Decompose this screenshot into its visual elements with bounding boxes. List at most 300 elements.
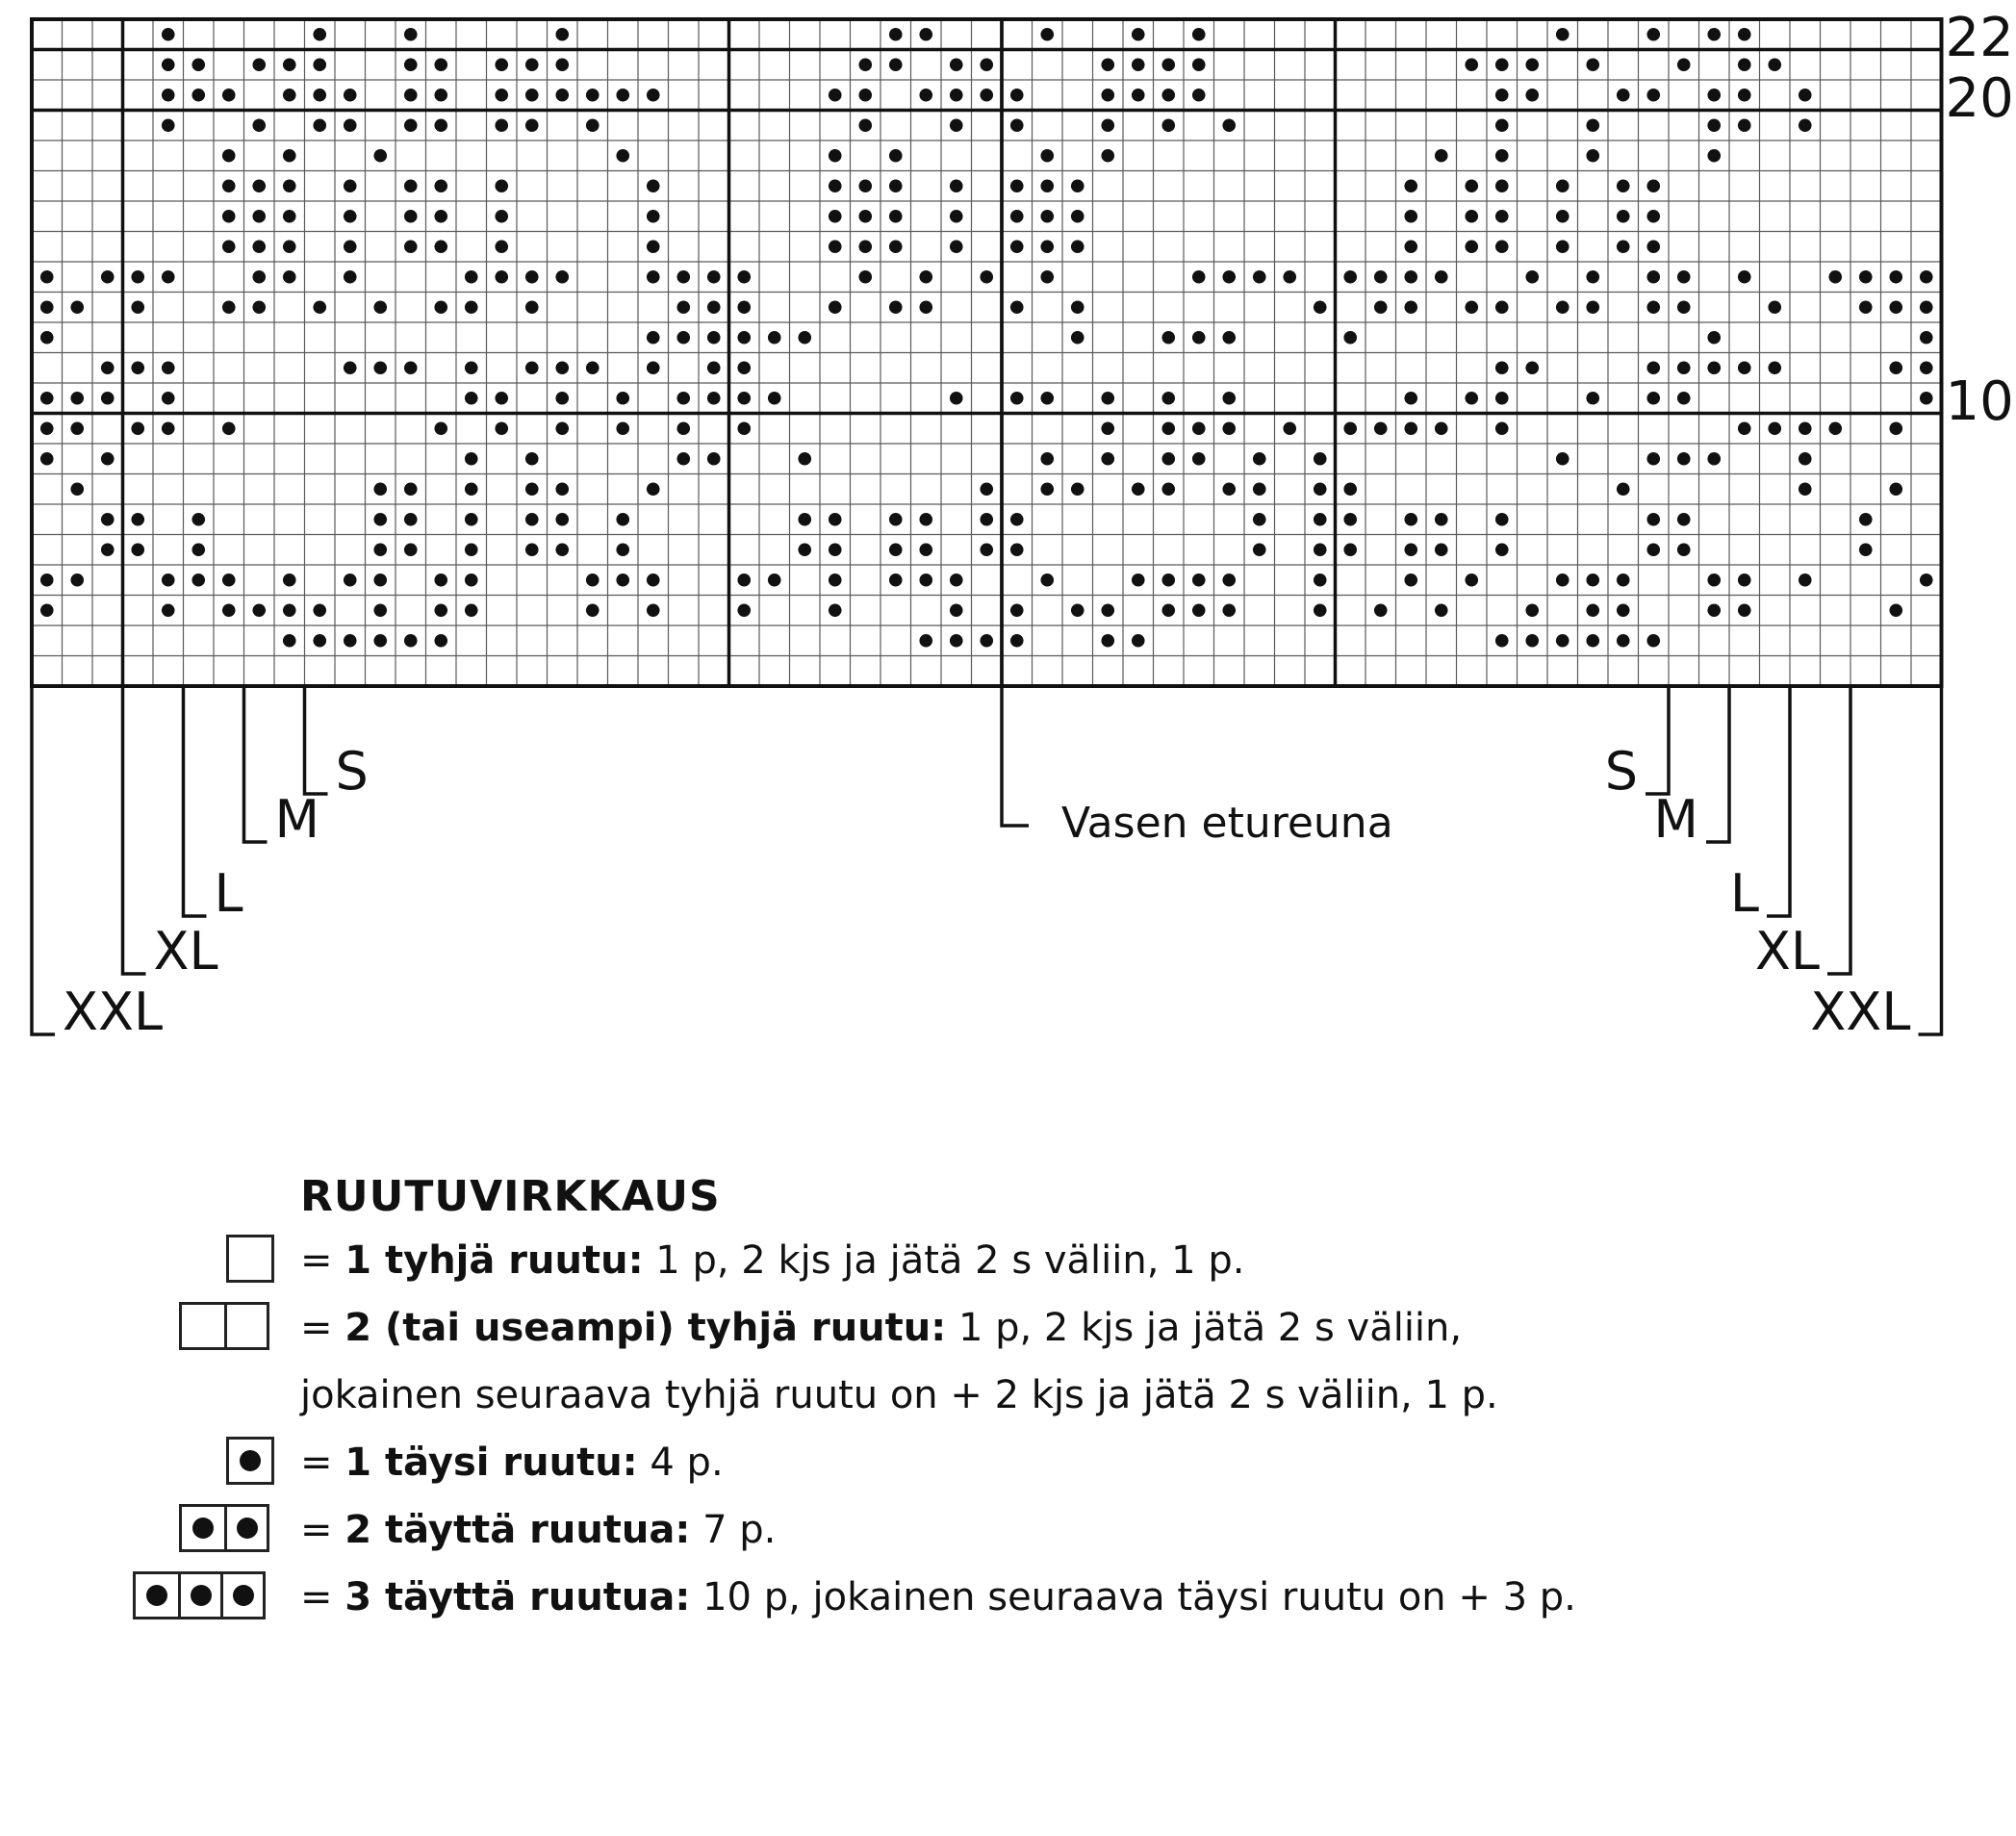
filled-cell-dot — [1889, 603, 1902, 617]
filled-cell-dot — [555, 89, 569, 102]
filled-cell-dot — [525, 452, 539, 466]
filled-cell-dot — [1071, 179, 1085, 192]
filled-cell-dot — [647, 574, 660, 587]
filled-cell-dot — [616, 543, 629, 556]
filled-cell-dot — [1586, 634, 1599, 648]
filled-cell-dot — [1040, 240, 1054, 253]
filled-cell-dot — [1404, 574, 1417, 587]
filled-cell-dot — [647, 331, 660, 344]
legend-filled-cell — [229, 1440, 271, 1482]
filled-cell-dot — [1101, 603, 1114, 617]
legend-bold: 2 täyttä ruutua: — [345, 1508, 691, 1552]
size-label-right: XL — [1754, 921, 1820, 982]
size-label-left: XXL — [63, 982, 164, 1042]
filled-cell-dot — [495, 240, 508, 253]
filled-cell-dot — [313, 118, 326, 132]
filled-cell-dot — [919, 89, 932, 102]
dot-icon — [233, 1585, 254, 1606]
filled-cell-dot — [858, 118, 872, 132]
filled-cell-dot — [101, 513, 115, 526]
filled-cell-dot — [858, 210, 872, 223]
filled-cell-dot — [919, 574, 932, 587]
filled-cell-dot — [1161, 392, 1175, 405]
filled-cell-dot — [313, 58, 326, 71]
legend-text: jokainen seuraava tyhjä ruutu on + 2 kjs ja jätä 2 s väliin, 1 p. — [300, 1373, 1498, 1417]
filled-cell-dot — [131, 421, 144, 435]
filled-cell-dot — [798, 513, 811, 526]
filled-cell-dot — [1101, 149, 1114, 163]
filled-cell-dot — [40, 603, 54, 617]
filled-cell-dot — [1738, 361, 1751, 374]
filled-cell-dot — [676, 331, 690, 344]
filled-cell-dot — [1222, 574, 1236, 587]
filled-cell-dot — [373, 482, 387, 496]
filled-cell-dot — [737, 331, 751, 344]
filled-cell-dot — [1404, 179, 1417, 192]
filled-cell-dot — [465, 452, 478, 466]
filled-cell-dot — [1768, 421, 1781, 435]
filled-cell-dot — [1646, 179, 1660, 192]
filled-cell-dot — [404, 634, 418, 648]
legend-filled-cell — [178, 1574, 220, 1617]
legend-empty-cell — [229, 1237, 271, 1280]
filled-cell-dot — [344, 270, 357, 284]
filled-cell-dot — [919, 28, 932, 41]
filled-cell-dot — [1707, 28, 1721, 41]
filled-cell-dot — [1799, 574, 1812, 587]
filled-cell-dot — [434, 118, 447, 132]
filled-cell-dot — [222, 240, 236, 253]
filled-cell-dot — [1314, 513, 1327, 526]
filled-cell-dot — [1617, 482, 1630, 496]
filled-cell-dot — [1010, 543, 1024, 556]
size-label-right: S — [1604, 741, 1638, 802]
filled-cell-dot — [1556, 300, 1569, 314]
filled-cell-dot — [889, 210, 903, 223]
filled-cell-dot — [1646, 28, 1660, 41]
filled-cell-dot — [252, 603, 266, 617]
filled-cell-dot — [980, 513, 993, 526]
filled-cell-dot — [1677, 452, 1691, 466]
filled-cell-dot — [1283, 421, 1296, 435]
filled-cell-dot — [1646, 270, 1660, 284]
filled-cell-dot — [465, 543, 478, 556]
filled-cell-dot — [1707, 574, 1721, 587]
filled-cell-dot — [252, 58, 266, 71]
filled-cell-dot — [1495, 543, 1509, 556]
filled-cell-dot — [555, 482, 569, 496]
filled-cell-dot — [1495, 179, 1509, 192]
filled-cell-dot — [1646, 543, 1660, 556]
filled-cell-dot — [1768, 300, 1781, 314]
filled-cell-dot — [1738, 421, 1751, 435]
filled-cell-dot — [1132, 58, 1145, 71]
filled-cell-dot — [1677, 300, 1691, 314]
filled-cell-dot — [1314, 574, 1327, 587]
filled-cell-dot — [1132, 634, 1145, 648]
filled-cell-dot — [616, 421, 629, 435]
legend-row-filled-1 — [300, 1440, 724, 1486]
filled-cell-dot — [1859, 513, 1873, 526]
legend-bold: 1 täysi ruutu: — [345, 1441, 638, 1485]
filled-cell-dot — [1738, 58, 1751, 71]
filled-cell-dot — [768, 392, 781, 405]
filled-cell-dot — [222, 149, 236, 163]
legend-text: 1 p, 2 kjs ja jätä 2 s väliin, — [946, 1306, 1463, 1350]
filled-cell-dot — [1101, 118, 1114, 132]
filled-cell-dot — [495, 179, 508, 192]
filled-cell-dot — [1677, 361, 1691, 374]
filled-cell-dot — [344, 634, 357, 648]
filled-cell-dot — [1101, 452, 1114, 466]
filled-cell-dot — [647, 240, 660, 253]
filled-cell-dot — [1192, 58, 1206, 71]
legend-text: 4 p. — [637, 1441, 724, 1485]
filled-cell-dot — [434, 421, 447, 435]
filled-cell-dot — [707, 270, 721, 284]
filled-cell-dot — [1071, 482, 1085, 496]
filled-cell-dot — [829, 513, 842, 526]
filled-cell-dot — [555, 543, 569, 556]
filled-cell-dot — [1222, 331, 1236, 344]
filled-cell-dot — [1192, 452, 1206, 466]
filled-cell-dot — [829, 603, 842, 617]
size-label-right: L — [1729, 863, 1759, 924]
filled-cell-dot — [1343, 421, 1357, 435]
filled-cell-dot — [1192, 603, 1206, 617]
filled-cell-dot — [70, 392, 84, 405]
filled-cell-dot — [1040, 149, 1054, 163]
filled-cell-dot — [950, 634, 963, 648]
filled-cell-dot — [495, 89, 508, 102]
filled-cell-dot — [344, 89, 357, 102]
filled-cell-dot — [1101, 89, 1114, 102]
filled-cell-dot — [1374, 270, 1388, 284]
filled-cell-dot — [525, 543, 539, 556]
filled-cell-dot — [1404, 543, 1417, 556]
filled-cell-dot — [1040, 392, 1054, 405]
size-label-right: M — [1653, 789, 1698, 850]
filled-cell-dot — [555, 58, 569, 71]
filled-cell-dot — [1192, 574, 1206, 587]
filled-cell-dot — [1646, 240, 1660, 253]
legend-symbol-filled-2 — [179, 1504, 269, 1552]
legend-row-empty-2-continuation — [300, 1372, 1498, 1418]
filled-cell-dot — [950, 118, 963, 132]
filled-cell-dot — [768, 574, 781, 587]
filled-cell-dot — [252, 118, 266, 132]
filled-cell-dot — [1101, 58, 1114, 71]
filled-cell-dot — [1525, 634, 1539, 648]
filled-cell-dot — [889, 513, 903, 526]
filled-cell-dot — [495, 58, 508, 71]
filled-cell-dot — [737, 392, 751, 405]
filled-cell-dot — [1161, 58, 1175, 71]
filled-cell-dot — [131, 543, 144, 556]
legend-eq: = — [300, 1238, 345, 1283]
filled-cell-dot — [313, 300, 326, 314]
legend-bold: 2 (tai useampi) tyhjä ruutu: — [345, 1306, 947, 1350]
filled-cell-dot — [1404, 300, 1417, 314]
filled-cell-dot — [889, 149, 903, 163]
size-bracket-line — [32, 686, 55, 1034]
filled-cell-dot — [1071, 240, 1085, 253]
filled-cell-dot — [1556, 179, 1569, 192]
filled-cell-dot — [647, 89, 660, 102]
filled-cell-dot — [465, 300, 478, 314]
filled-cell-dot — [1495, 118, 1509, 132]
legend-symbol-empty-2 — [179, 1302, 269, 1350]
filled-cell-dot — [1192, 421, 1206, 435]
filled-cell-dot — [1283, 270, 1296, 284]
legend-empty-cell — [224, 1305, 267, 1347]
filled-cell-dot — [1132, 28, 1145, 41]
dot-icon — [191, 1585, 212, 1606]
filled-cell-dot — [737, 361, 751, 374]
filled-cell-dot — [980, 634, 993, 648]
size-bracket-line — [1706, 686, 1729, 842]
filled-cell-dot — [40, 392, 54, 405]
filled-cell-dot — [1071, 603, 1085, 617]
filled-cell-dot — [555, 392, 569, 405]
filled-cell-dot — [1646, 300, 1660, 314]
size-label-right: XXL — [1810, 982, 1911, 1042]
legend-row-empty-2 — [300, 1305, 1462, 1351]
filled-cell-dot — [1101, 634, 1114, 648]
filled-cell-dot — [344, 361, 357, 374]
filled-cell-dot — [1707, 361, 1721, 374]
filled-cell-dot — [707, 331, 721, 344]
filled-cell-dot — [1040, 210, 1054, 223]
filled-cell-dot — [191, 513, 205, 526]
filled-cell-dot — [1920, 361, 1933, 374]
filled-cell-dot — [829, 240, 842, 253]
size-bracket-line — [244, 686, 268, 842]
filled-cell-dot — [707, 361, 721, 374]
filled-cell-dot — [829, 179, 842, 192]
filled-cell-dot — [1859, 270, 1873, 284]
filled-cell-dot — [222, 300, 236, 314]
size-bracket-line — [1827, 686, 1850, 974]
filled-cell-dot — [1192, 331, 1206, 344]
filled-cell-dot — [1343, 543, 1357, 556]
legend-symbol-empty-1 — [226, 1235, 274, 1283]
legend-filled-cell — [182, 1507, 224, 1549]
filled-cell-dot — [1435, 270, 1448, 284]
filled-cell-dot — [373, 149, 387, 163]
filled-cell-dot — [465, 482, 478, 496]
filled-cell-dot — [1010, 118, 1024, 132]
filled-cell-dot — [131, 270, 144, 284]
dot-icon — [146, 1585, 167, 1606]
filled-cell-dot — [1222, 603, 1236, 617]
filled-cell-dot — [525, 361, 539, 374]
filled-cell-dot — [1435, 513, 1448, 526]
filled-cell-dot — [495, 270, 508, 284]
filled-cell-dot — [1495, 210, 1509, 223]
filled-cell-dot — [1495, 513, 1509, 526]
filled-cell-dot — [980, 543, 993, 556]
filled-cell-dot — [555, 421, 569, 435]
filled-cell-dot — [465, 361, 478, 374]
filled-cell-dot — [1101, 421, 1114, 435]
filled-cell-dot — [70, 482, 84, 496]
filled-cell-dot — [1161, 452, 1175, 466]
filled-cell-dot — [222, 89, 236, 102]
filled-cell-dot — [162, 270, 175, 284]
filled-cell-dot — [768, 331, 781, 344]
filled-cell-dot — [283, 58, 296, 71]
filled-cell-dot — [1314, 543, 1327, 556]
filled-cell-dot — [434, 603, 447, 617]
row-number-label: 20 — [1945, 67, 2014, 130]
filled-cell-dot — [40, 452, 54, 466]
filled-cell-dot — [222, 574, 236, 587]
size-bracket-line — [1767, 686, 1790, 916]
filled-cell-dot — [1435, 421, 1448, 435]
row-number-label: 22 — [1945, 7, 2014, 69]
filled-cell-dot — [1071, 300, 1085, 314]
filled-cell-dot — [1586, 392, 1599, 405]
filled-cell-dot — [1374, 421, 1388, 435]
filled-cell-dot — [162, 421, 175, 435]
filled-cell-dot — [1556, 574, 1569, 587]
filled-cell-dot — [404, 118, 418, 132]
filled-cell-dot — [1617, 634, 1630, 648]
filled-cell-dot — [1010, 240, 1024, 253]
filled-cell-dot — [222, 179, 236, 192]
filled-cell-dot — [465, 392, 478, 405]
filled-cell-dot — [1010, 392, 1024, 405]
filled-cell-dot — [1677, 392, 1691, 405]
filled-cell-dot — [1738, 89, 1751, 102]
filled-cell-dot — [1707, 89, 1721, 102]
filled-cell-dot — [373, 543, 387, 556]
size-label-left: M — [274, 789, 320, 850]
legend-eq: = — [300, 1508, 345, 1552]
filled-cell-dot — [980, 270, 993, 284]
filled-cell-dot — [1495, 149, 1509, 163]
filled-cell-dot — [101, 543, 115, 556]
filled-cell-dot — [1889, 361, 1902, 374]
filled-cell-dot — [131, 300, 144, 314]
filled-cell-dot — [950, 58, 963, 71]
filled-cell-dot — [283, 240, 296, 253]
row-number-label: 10 — [1945, 370, 2014, 433]
filled-cell-dot — [676, 270, 690, 284]
filled-cell-dot — [1161, 421, 1175, 435]
filled-cell-dot — [404, 58, 418, 71]
filled-cell-dot — [1010, 603, 1024, 617]
filled-cell-dot — [404, 89, 418, 102]
legend-text: 10 p, jokainen seuraava täysi ruutu on + 3 p. — [690, 1575, 1576, 1619]
filled-cell-dot — [344, 240, 357, 253]
filled-cell-dot — [1404, 421, 1417, 435]
filled-cell-dot — [1253, 482, 1266, 496]
filled-cell-dot — [1707, 118, 1721, 132]
filled-cell-dot — [465, 603, 478, 617]
filled-cell-dot — [373, 603, 387, 617]
filled-cell-dot — [191, 543, 205, 556]
filled-cell-dot — [162, 118, 175, 132]
filled-cell-dot — [1132, 89, 1145, 102]
filled-cell-dot — [858, 58, 872, 71]
filled-cell-dot — [1495, 421, 1509, 435]
filled-cell-dot — [101, 270, 115, 284]
filled-cell-dot — [1556, 452, 1569, 466]
filled-cell-dot — [1707, 149, 1721, 163]
legend-eq: = — [300, 1306, 345, 1350]
filled-cell-dot — [1314, 603, 1327, 617]
filled-cell-dot — [889, 543, 903, 556]
filled-cell-dot — [1343, 270, 1357, 284]
filled-cell-dot — [222, 210, 236, 223]
filled-cell-dot — [1040, 482, 1054, 496]
filled-cell-dot — [889, 240, 903, 253]
size-label-left: S — [335, 741, 369, 802]
filled-cell-dot — [252, 300, 266, 314]
filled-cell-dot — [525, 270, 539, 284]
legend-bold: 3 täyttä ruutua: — [345, 1575, 691, 1619]
filled-cell-dot — [1707, 452, 1721, 466]
filled-cell-dot — [707, 452, 721, 466]
filled-cell-dot — [1738, 270, 1751, 284]
filled-cell-dot — [1586, 574, 1599, 587]
filled-cell-dot — [1374, 603, 1388, 617]
filled-cell-dot — [434, 634, 447, 648]
filled-cell-dot — [404, 28, 418, 41]
filled-cell-dot — [1738, 574, 1751, 587]
filled-cell-dot — [616, 574, 629, 587]
filled-cell-dot — [889, 300, 903, 314]
filled-cell-dot — [465, 574, 478, 587]
filled-cell-dot — [252, 179, 266, 192]
filled-cell-dot — [525, 118, 539, 132]
filled-cell-dot — [252, 270, 266, 284]
filled-cell-dot — [1222, 421, 1236, 435]
filled-cell-dot — [1161, 118, 1175, 132]
filled-cell-dot — [434, 179, 447, 192]
filled-cell-dot — [1889, 482, 1902, 496]
filled-cell-dot — [1889, 270, 1902, 284]
filled-cell-dot — [1525, 270, 1539, 284]
filled-cell-dot — [283, 179, 296, 192]
filled-cell-dot — [313, 89, 326, 102]
filled-cell-dot — [373, 513, 387, 526]
filled-cell-dot — [283, 634, 296, 648]
filled-cell-dot — [1435, 543, 1448, 556]
filled-cell-dot — [162, 28, 175, 41]
filled-cell-dot — [495, 210, 508, 223]
filled-cell-dot — [373, 361, 387, 374]
filled-cell-dot — [950, 179, 963, 192]
filled-cell-dot — [889, 58, 903, 71]
filled-cell-dot — [1677, 58, 1691, 71]
filled-cell-dot — [1646, 89, 1660, 102]
filled-cell-dot — [1314, 452, 1327, 466]
filled-cell-dot — [1556, 210, 1569, 223]
filled-cell-dot — [829, 210, 842, 223]
filled-cell-dot — [1314, 482, 1327, 496]
filled-cell-dot — [434, 300, 447, 314]
filled-cell-dot — [1253, 513, 1266, 526]
filled-cell-dot — [1586, 270, 1599, 284]
filled-cell-dot — [889, 179, 903, 192]
filled-cell-dot — [1253, 270, 1266, 284]
filled-cell-dot — [1222, 118, 1236, 132]
filled-cell-dot — [373, 574, 387, 587]
filled-cell-dot — [525, 89, 539, 102]
